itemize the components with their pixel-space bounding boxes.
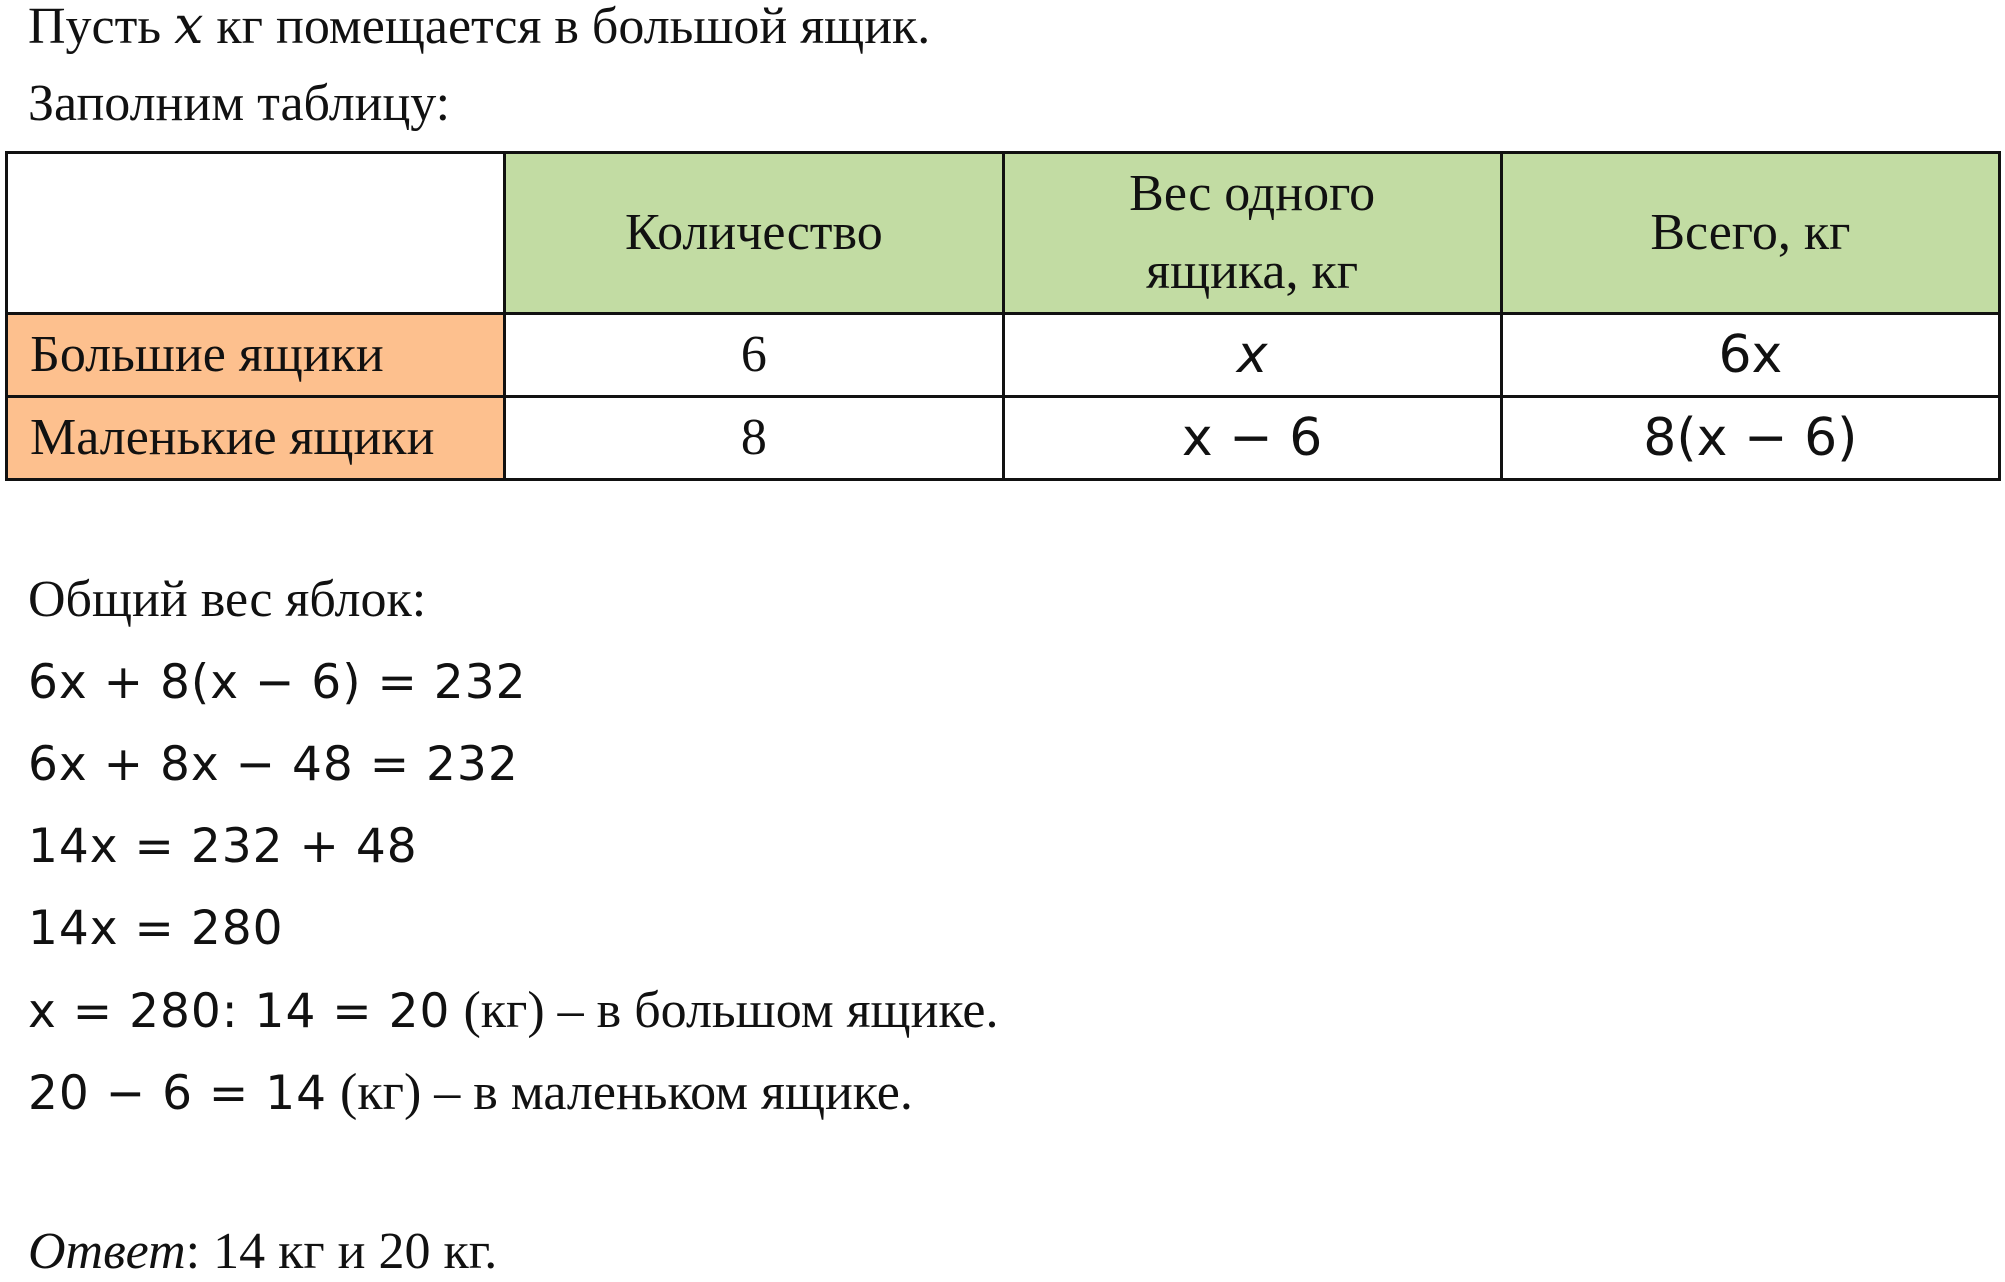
equation-4: 14x = 280 — [28, 901, 284, 956]
equation-1: 6x + 8(x − 6) = 232 — [28, 655, 527, 710]
equation-6 — [28, 1063, 913, 1124]
intro-variable: x — [174, 0, 204, 56]
cell-total: 6x — [1501, 314, 1999, 397]
intro-line-1-start: Пусть — [28, 0, 175, 55]
table-header-total: Всего, кг — [1501, 153, 1999, 314]
cell-total: 8(x − 6) — [1501, 397, 1999, 480]
cell-count: 8 — [505, 397, 1003, 480]
cell-count: 6 — [505, 314, 1003, 397]
equation-6-math: 20 − 6 = 14 — [28, 1066, 328, 1121]
table-header-count: Количество — [505, 153, 1003, 314]
equation-5-text: (кг) – в большом ящике. — [450, 982, 999, 1039]
cell-weight: x − 6 — [1003, 397, 1501, 480]
equation-5-math: x = 280: 14 = 20 — [28, 984, 451, 1039]
table-header-weight: Вес одного ящика, кг — [1003, 153, 1501, 314]
data-table — [5, 151, 2001, 481]
answer-label: Ответ — [28, 1223, 186, 1280]
table-row — [7, 397, 2000, 480]
answer-line — [28, 1222, 497, 1282]
intro-line-1 — [28, 0, 930, 57]
row-label-small-boxes: Маленькие ящики — [7, 397, 505, 480]
equation-3: 14x = 232 + 48 — [28, 819, 418, 874]
solution-heading: Общий вес яблок: — [28, 571, 427, 628]
table-row — [7, 314, 2000, 397]
table-header-row — [7, 153, 2000, 314]
answer-text: : 14 кг и 20 кг. — [185, 1223, 498, 1280]
equation-5 — [28, 981, 998, 1042]
equation-2: 6x + 8x − 48 = 232 — [28, 737, 519, 792]
cell-weight: x — [1003, 314, 1501, 397]
intro-line-2: Заполним таблицу: — [28, 75, 451, 132]
intro-line-1-end: кг помещается в большой ящик. — [203, 0, 931, 55]
row-label-large-boxes: Большие ящики — [7, 314, 505, 397]
equation-6-text: (кг) – в маленьком ящике. — [327, 1064, 913, 1121]
table-header-empty — [7, 153, 505, 314]
